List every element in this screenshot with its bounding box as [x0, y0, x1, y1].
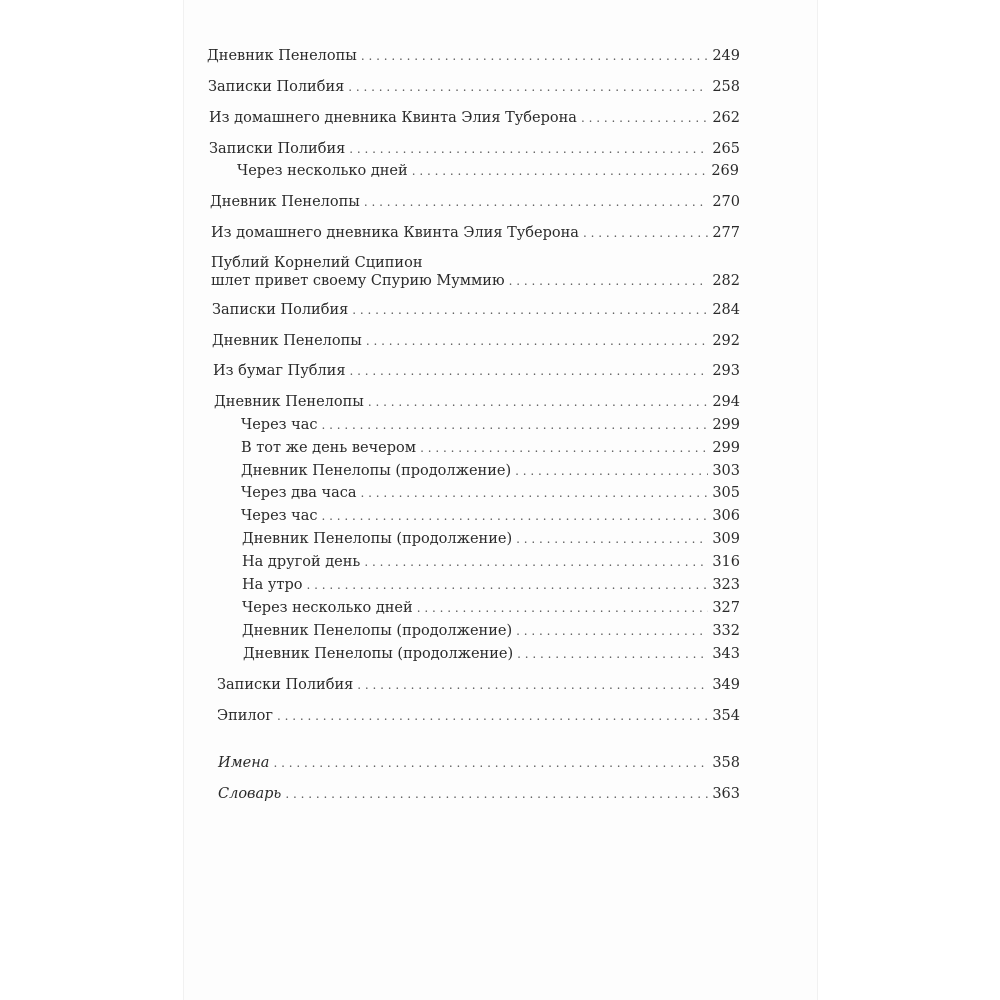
toc-entry-title-line1: Публий Корнелий Сципион [211, 255, 423, 271]
toc-entry [217, 676, 740, 694]
toc-entry-page: 269 [711, 163, 739, 179]
toc-entry-title: Из бумаг Публия [213, 363, 346, 379]
toc-entry-title: Через час [241, 417, 318, 433]
dot-leader [417, 599, 709, 617]
toc-entry-title: Записки Полибия [217, 677, 354, 693]
toc-entry-page: 258 [712, 79, 740, 95]
toc-entry-title: В тот же день вечером [241, 440, 417, 456]
toc-entry [209, 109, 740, 127]
toc-entry-page: 277 [712, 225, 740, 241]
toc-entry-page: 249 [712, 48, 740, 64]
toc-entry-page: 354 [712, 708, 740, 724]
toc-entry-page: 323 [712, 577, 740, 593]
toc-entry [241, 507, 740, 525]
toc-entry [214, 393, 740, 411]
toc-entry [218, 785, 740, 803]
toc-entry [213, 362, 740, 380]
dot-leader [322, 416, 709, 434]
dot-leader [412, 162, 708, 180]
toc-entry-title: Дневник Пенелопы [214, 394, 364, 410]
toc-entry [210, 193, 740, 211]
toc-entry-page: 293 [712, 363, 740, 379]
dot-leader [364, 553, 708, 571]
toc-entry [212, 301, 740, 319]
toc-entry-title: Через час [241, 508, 318, 524]
toc-entry-title: Дневник Пенелопы (продолжение) [243, 646, 514, 662]
toc-entry-page: 316 [712, 554, 740, 570]
dot-leader [277, 707, 708, 725]
toc-entry-page: 363 [712, 786, 740, 802]
toc-entry-title: Дневник Пенелопы [210, 194, 360, 210]
toc-entry-title: Словарь [218, 786, 282, 802]
toc-entry-title: Дневник Пенелопы (продолжение) [242, 531, 513, 547]
toc-entry [243, 645, 740, 663]
toc-entry-title: На другой день [242, 554, 361, 570]
dot-leader [366, 332, 708, 350]
toc-entry-page: 292 [712, 333, 740, 349]
toc-entry-page: 299 [712, 417, 740, 433]
toc-entry [217, 707, 740, 725]
dot-leader [322, 507, 709, 525]
toc-entry-title: Эпилог [217, 708, 273, 724]
toc-entry [242, 599, 740, 617]
toc-entry-title: Через несколько дней [242, 600, 413, 616]
dot-leader [516, 530, 708, 548]
toc-entry [208, 78, 740, 96]
toc-entry-page: 327 [712, 600, 740, 616]
toc-entry [242, 553, 740, 571]
dot-leader [509, 272, 709, 290]
dot-leader [368, 393, 708, 411]
toc-entry-page: 262 [712, 110, 740, 126]
toc-entry-title: Дневник Пенелопы [207, 48, 357, 64]
dot-leader [420, 439, 708, 457]
toc-entry-title: Дневник Пенелопы (продолжение) [241, 463, 512, 479]
toc-entry-page: 305 [712, 485, 740, 501]
toc-entry [207, 47, 740, 65]
toc-entry [242, 622, 740, 640]
dot-leader [357, 676, 708, 694]
toc-entry [211, 254, 740, 290]
toc-entry-title: Дневник Пенелопы [212, 333, 362, 349]
toc-entry-title: Дневник Пенелопы (продолжение) [242, 623, 513, 639]
dot-leader [516, 622, 708, 640]
dot-leader [361, 484, 709, 502]
toc-entry-page: 306 [712, 508, 740, 524]
toc-entry [241, 416, 740, 434]
toc-entry-page: 309 [712, 531, 740, 547]
toc-entry [241, 462, 740, 480]
dot-leader [517, 645, 708, 663]
dot-leader [285, 785, 708, 803]
dot-leader [273, 754, 708, 772]
toc-entry [242, 576, 740, 594]
toc-entry [211, 224, 740, 242]
dot-leader [364, 193, 708, 211]
dot-leader [352, 301, 708, 319]
dot-leader [348, 78, 708, 96]
dot-leader [515, 462, 708, 480]
toc-entry-page: 343 [712, 646, 740, 662]
dot-leader [581, 109, 708, 127]
toc-entry-title-line2: шлет привет своему Спурию Муммию [211, 273, 505, 289]
toc-entry-page: 349 [712, 677, 740, 693]
toc-entry-title: Через два часа [241, 485, 357, 501]
toc-entry-title: На утро [242, 577, 303, 593]
toc-entry-title: Записки Полибия [209, 141, 346, 157]
toc-entry [212, 332, 740, 350]
toc-entry [209, 140, 740, 158]
toc-entry-title: Имена [218, 755, 270, 771]
toc-entry [237, 162, 739, 180]
toc-entry-title: Записки Полибия [212, 302, 349, 318]
toc-entry [242, 530, 740, 548]
toc-entry-page: 265 [712, 141, 740, 157]
toc-entry-second-line [211, 272, 740, 290]
toc-entry [241, 439, 740, 457]
toc-entry-page: 294 [712, 394, 740, 410]
toc-entry-page: 282 [712, 273, 740, 289]
toc-entry-title: Через несколько дней [237, 163, 408, 179]
toc-entry [241, 484, 740, 502]
dot-leader [349, 140, 708, 158]
dot-leader [583, 224, 708, 242]
toc-entry-title: Записки Полибия [208, 79, 345, 95]
toc-entry-page: 284 [712, 302, 740, 318]
dot-leader [349, 362, 708, 380]
toc-entry-title: Из домашнего дневника Квинта Элия Туберона [211, 225, 579, 241]
toc-entry-title: Из домашнего дневника Квинта Элия Туберона [209, 110, 577, 126]
toc-entry-page: 270 [712, 194, 740, 210]
dot-leader [361, 47, 708, 65]
toc-entry [218, 754, 740, 772]
toc-entry-page: 299 [712, 440, 740, 456]
toc-entry-page: 332 [712, 623, 740, 639]
dot-leader [306, 576, 708, 594]
toc-entry-page: 358 [712, 755, 740, 771]
toc-entry-page: 303 [712, 463, 740, 479]
